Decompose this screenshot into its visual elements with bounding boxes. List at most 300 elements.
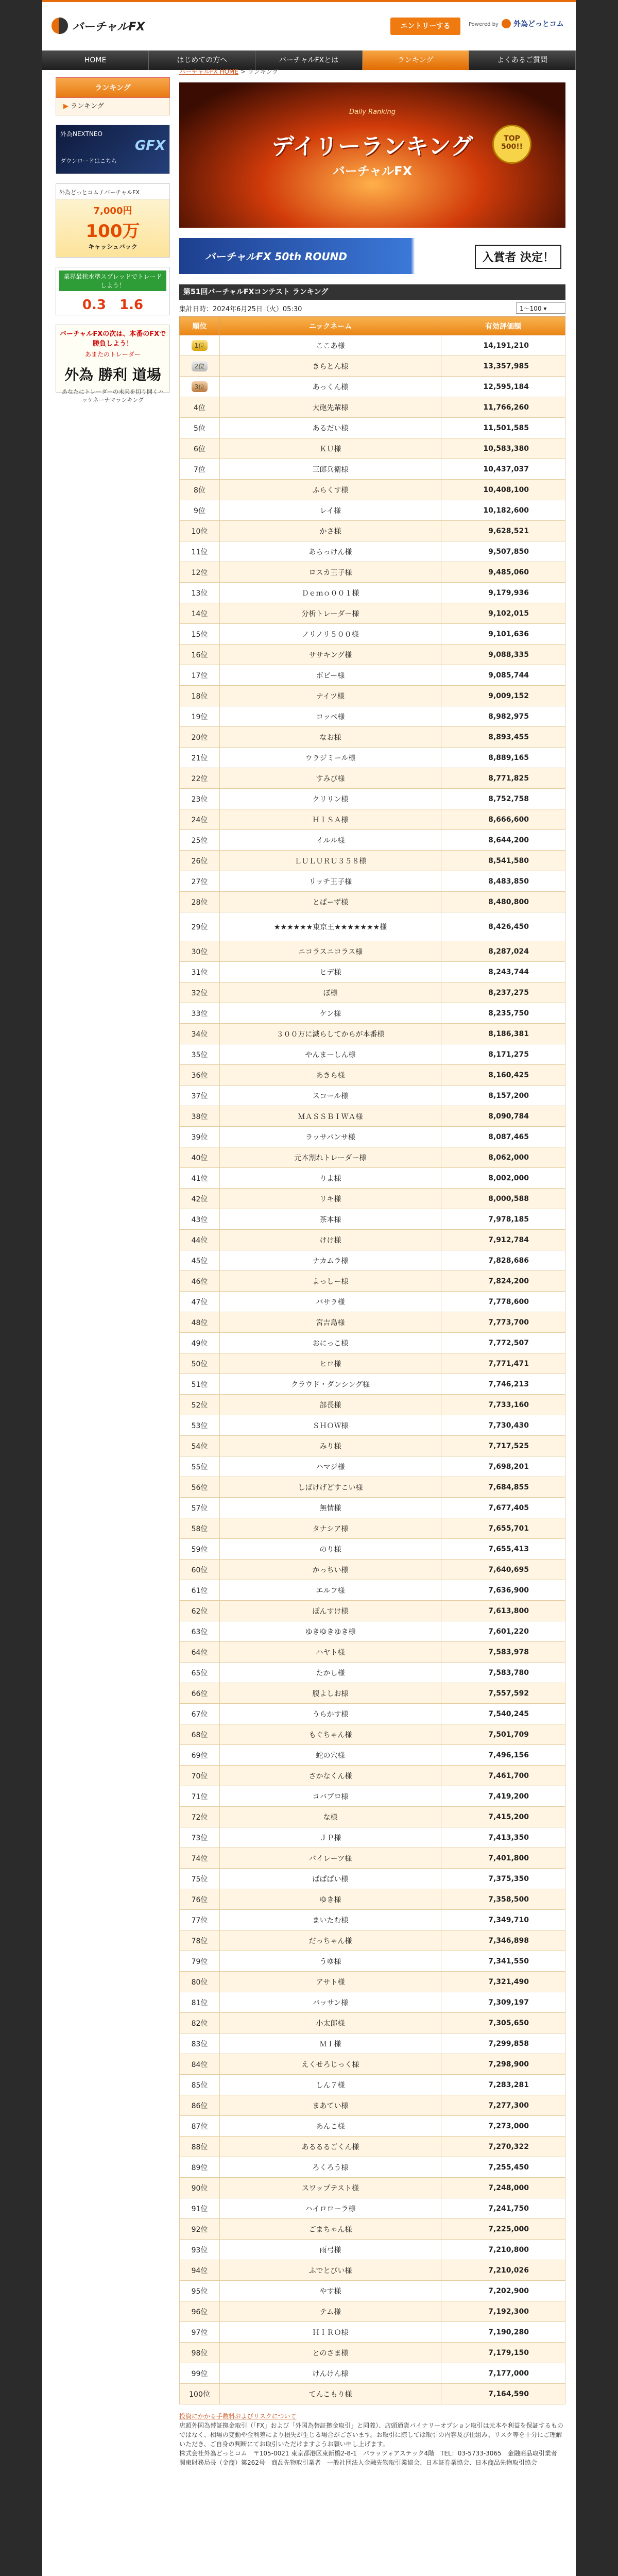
breadcrumb bbox=[179, 67, 565, 82]
rank-label: 47位 bbox=[191, 1298, 208, 1307]
rank-cell bbox=[180, 1250, 220, 1271]
amount-cell: 12,595,184 bbox=[441, 377, 565, 397]
brand-logo[interactable] bbox=[502, 19, 564, 29]
nickname-cell: しばけげどすこい様 bbox=[220, 1477, 441, 1498]
rank-cell bbox=[180, 1065, 220, 1086]
amount-cell: 7,912,784 bbox=[441, 1230, 565, 1250]
table-row bbox=[180, 706, 565, 727]
rank-label: 49位 bbox=[191, 1339, 208, 1348]
table-row bbox=[180, 1498, 565, 1518]
table-row bbox=[180, 1992, 565, 2013]
rank-label: 66位 bbox=[191, 1689, 208, 1698]
banner-cashback-line1: 外為どっとコム bbox=[59, 189, 99, 196]
rank-label: 50位 bbox=[191, 1360, 208, 1368]
rank-cell bbox=[180, 2322, 220, 2343]
nickname-cell: ＬＵＬＵＲＵ３５８様 bbox=[220, 851, 441, 871]
rank-cell bbox=[180, 1106, 220, 1127]
table-row bbox=[180, 809, 565, 830]
nickname-cell: スワップテスト様 bbox=[220, 2178, 441, 2198]
amount-cell: 7,978,185 bbox=[441, 1209, 565, 1230]
rank-label: 67位 bbox=[191, 1710, 208, 1719]
amount-cell: 8,087,465 bbox=[441, 1127, 565, 1147]
table-row bbox=[180, 665, 565, 686]
nickname-cell: バイレーツ様 bbox=[220, 1848, 441, 1869]
banner-cashback-line2: バーチャルFX bbox=[104, 189, 140, 196]
rank-label: 10位 bbox=[191, 527, 208, 536]
rank-cell bbox=[180, 1972, 220, 1992]
rank-cell bbox=[180, 665, 220, 686]
nickname-cell: 腹よしお様 bbox=[220, 1683, 441, 1704]
rank-label: 96位 bbox=[191, 2308, 208, 2316]
table-row bbox=[180, 851, 565, 871]
col-amount: 有効評価額 bbox=[441, 317, 565, 335]
table-row bbox=[180, 2260, 565, 2281]
rank-label: 2位 bbox=[192, 361, 208, 371]
rank-label: 7位 bbox=[194, 465, 205, 474]
round-banner-right: 入賞者 決定！ bbox=[475, 245, 561, 269]
amount-cell: 8,235,750 bbox=[441, 1003, 565, 1024]
nav-beginner[interactable]: はじめての方へ bbox=[149, 50, 255, 70]
rank-cell bbox=[180, 1807, 220, 1827]
table-row bbox=[180, 727, 565, 748]
table-row bbox=[180, 1374, 565, 1395]
amount-cell: 8,186,381 bbox=[441, 1024, 565, 1044]
table-row bbox=[180, 912, 565, 941]
table-row bbox=[180, 1415, 565, 1436]
nickname-cell: ラッサパンサ様 bbox=[220, 1127, 441, 1147]
table-row bbox=[180, 1766, 565, 1786]
rank-cell bbox=[180, 1889, 220, 1910]
amount-cell: 7,540,245 bbox=[441, 1704, 565, 1724]
table-row bbox=[180, 1456, 565, 1477]
rank-cell bbox=[180, 459, 220, 480]
spread-gbp: 1.6 bbox=[119, 297, 144, 313]
amount-cell: 7,501,709 bbox=[441, 1724, 565, 1745]
rank-cell bbox=[180, 1333, 220, 1353]
rank-label: 98位 bbox=[191, 2349, 208, 2358]
amount-cell: 7,375,350 bbox=[441, 1869, 565, 1889]
banner-spread[interactable] bbox=[56, 267, 170, 315]
nickname-cell: バッサン様 bbox=[220, 1992, 441, 2013]
rank-label: 26位 bbox=[191, 857, 208, 866]
nickname-cell: ハマジ様 bbox=[220, 1456, 441, 1477]
rank-label: 20位 bbox=[191, 733, 208, 742]
page-container bbox=[42, 0, 576, 2576]
table-row bbox=[180, 2178, 565, 2198]
banner-cashback-main: 100万 bbox=[85, 221, 140, 242]
hero-subtitle: バーチャルFX bbox=[332, 164, 413, 178]
nav-home[interactable]: HOME bbox=[42, 50, 149, 70]
rank-label: 53位 bbox=[191, 1421, 208, 1430]
nickname-cell: ロスカ王子様 bbox=[220, 562, 441, 583]
rank-label: 58位 bbox=[191, 1524, 208, 1533]
amount-cell: 7,277,300 bbox=[441, 2095, 565, 2116]
amount-cell: 8,426,450 bbox=[441, 912, 565, 941]
table-row bbox=[180, 871, 565, 892]
amount-cell: 8,666,600 bbox=[441, 809, 565, 830]
table-row bbox=[180, 541, 565, 562]
nickname-cell: 分析トレーダー様 bbox=[220, 603, 441, 624]
table-row bbox=[180, 2240, 565, 2260]
nickname-cell: 元本割れトレーダー様 bbox=[220, 1147, 441, 1168]
spread-usd: 0.3 bbox=[82, 297, 106, 313]
amount-cell: 10,182,600 bbox=[441, 500, 565, 521]
rank-label: 88位 bbox=[191, 2143, 208, 2151]
table-row bbox=[180, 1477, 565, 1498]
rank-cell bbox=[180, 1147, 220, 1168]
rank-label: 85位 bbox=[191, 2081, 208, 2090]
rank-cell bbox=[180, 1745, 220, 1766]
rank-label: 17位 bbox=[191, 671, 208, 680]
rank-cell bbox=[180, 748, 220, 768]
table-row bbox=[180, 1724, 565, 1745]
rank-cell bbox=[180, 2198, 220, 2219]
rank-cell bbox=[180, 1395, 220, 1415]
table-row bbox=[180, 748, 565, 768]
table-row bbox=[180, 1683, 565, 1704]
col-rank: 順位 bbox=[180, 317, 220, 335]
nickname-cell: ケン様 bbox=[220, 1003, 441, 1024]
rank-cell bbox=[180, 603, 220, 624]
breadcrumb-separator: > bbox=[238, 68, 248, 75]
nickname-cell: おにっこ様 bbox=[220, 1333, 441, 1353]
amount-cell: 7,298,900 bbox=[441, 2054, 565, 2075]
rank-cell bbox=[180, 1127, 220, 1147]
rank-label: 70位 bbox=[191, 1772, 208, 1781]
brand-icon bbox=[502, 19, 511, 28]
rank-label: 39位 bbox=[191, 1133, 208, 1142]
logo-text: バーチャルFX bbox=[72, 20, 145, 33]
rank-label: 14位 bbox=[191, 609, 208, 618]
nav-ranking[interactable]: ランキング bbox=[363, 50, 469, 70]
table-row bbox=[180, 1436, 565, 1456]
nav-about[interactable]: バーチャルFXとは bbox=[255, 50, 362, 70]
rank-label: 78位 bbox=[191, 1937, 208, 1945]
rank-cell bbox=[180, 1560, 220, 1580]
table-row bbox=[180, 1539, 565, 1560]
rank-cell bbox=[180, 851, 220, 871]
rank-cell bbox=[180, 2054, 220, 2075]
amount-cell: 8,752,758 bbox=[441, 789, 565, 809]
nickname-cell: とぱーず様 bbox=[220, 892, 441, 912]
amount-cell: 7,341,550 bbox=[441, 1951, 565, 1972]
amount-cell: 7,613,800 bbox=[441, 1601, 565, 1621]
amount-cell: 7,241,750 bbox=[441, 2198, 565, 2219]
rank-label: 23位 bbox=[191, 795, 208, 804]
amount-cell: 8,002,000 bbox=[441, 1168, 565, 1189]
table-row bbox=[180, 1910, 565, 1930]
risk-link[interactable]: 投資にかかる手数料およびリスクについて bbox=[179, 2413, 297, 2420]
nickname-cell: すみび様 bbox=[220, 768, 441, 789]
nickname-cell: リッチ王子様 bbox=[220, 871, 441, 892]
amount-cell: 7,248,000 bbox=[441, 2178, 565, 2198]
banner-cashback-amount: 7,000円 bbox=[93, 206, 132, 216]
rank-label: 62位 bbox=[191, 1607, 208, 1616]
rank-cell bbox=[180, 1374, 220, 1395]
nickname-cell: レイ様 bbox=[220, 500, 441, 521]
rank-label: 43位 bbox=[191, 1215, 208, 1224]
amount-cell: 7,179,150 bbox=[441, 2343, 565, 2363]
table-row bbox=[180, 397, 565, 418]
table-row bbox=[180, 2013, 565, 2033]
rank-cell bbox=[180, 2033, 220, 2054]
table-row bbox=[180, 789, 565, 809]
rank-label: 92位 bbox=[191, 2225, 208, 2234]
amount-cell: 7,305,650 bbox=[441, 2013, 565, 2033]
rank-label: 51位 bbox=[191, 1380, 208, 1389]
amount-cell: 7,698,201 bbox=[441, 1456, 565, 1477]
range-select[interactable] bbox=[516, 302, 565, 314]
nickname-cell: みり様 bbox=[220, 1436, 441, 1456]
rank-label: 15位 bbox=[191, 630, 208, 639]
rank-cell bbox=[180, 1539, 220, 1560]
amount-cell: 7,824,200 bbox=[441, 1271, 565, 1292]
amount-cell: 8,982,975 bbox=[441, 706, 565, 727]
rank-label: 79位 bbox=[191, 1957, 208, 1966]
table-row bbox=[180, 480, 565, 500]
table-row bbox=[180, 1127, 565, 1147]
table-row bbox=[180, 1848, 565, 1869]
rank-cell bbox=[180, 335, 220, 356]
rank-cell bbox=[180, 1292, 220, 1312]
nickname-cell: エルフ様 bbox=[220, 1580, 441, 1601]
rank-label: 71位 bbox=[191, 1792, 208, 1801]
nickname-cell: ぱぱぱい様 bbox=[220, 1869, 441, 1889]
table-row bbox=[180, 1044, 565, 1065]
table-row bbox=[180, 1353, 565, 1374]
nickname-cell: ナカムラ様 bbox=[220, 1250, 441, 1271]
table-row bbox=[180, 1292, 565, 1312]
table-row bbox=[180, 1889, 565, 1910]
arrow-right-icon: ▶ bbox=[63, 103, 71, 110]
nickname-cell: ノリノリ５００様 bbox=[220, 624, 441, 645]
rank-label: 46位 bbox=[191, 1277, 208, 1286]
table-row bbox=[180, 335, 565, 356]
table-row bbox=[180, 1580, 565, 1601]
table-row bbox=[180, 562, 565, 583]
rank-cell bbox=[180, 768, 220, 789]
amount-cell: 7,730,430 bbox=[441, 1415, 565, 1436]
nickname-cell: ぽんすけ様 bbox=[220, 1601, 441, 1621]
table-row bbox=[180, 2198, 565, 2219]
table-row bbox=[180, 2363, 565, 2384]
rank-label: 9位 bbox=[194, 506, 205, 515]
rank-label: 3位 bbox=[192, 381, 208, 392]
banner-spread-title: 業界最狭水準スプレッドでトレードしよう！ bbox=[59, 270, 166, 291]
rank-cell bbox=[180, 1312, 220, 1333]
logo[interactable] bbox=[52, 18, 145, 34]
rank-cell bbox=[180, 562, 220, 583]
amount-cell: 7,321,490 bbox=[441, 1972, 565, 1992]
table-row bbox=[180, 583, 565, 603]
amount-cell: 7,415,200 bbox=[441, 1807, 565, 1827]
rank-cell bbox=[180, 1477, 220, 1498]
rank-cell bbox=[180, 2219, 220, 2240]
rank-label: 4位 bbox=[194, 403, 205, 412]
table-row bbox=[180, 1106, 565, 1127]
nickname-cell: 大砲先輩様 bbox=[220, 397, 441, 418]
rank-cell bbox=[180, 962, 220, 982]
table-row bbox=[180, 1972, 565, 1992]
amount-cell: 7,283,281 bbox=[441, 2075, 565, 2095]
rank-label: 8位 bbox=[194, 486, 205, 495]
entry-label: エントリーする bbox=[400, 22, 451, 30]
table-row bbox=[180, 1807, 565, 1827]
amount-cell: 7,733,160 bbox=[441, 1395, 565, 1415]
table-row bbox=[180, 2075, 565, 2095]
nickname-cell: な様 bbox=[220, 1807, 441, 1827]
banner-cashback-sub: キャッシュバック bbox=[88, 243, 138, 250]
amount-cell: 7,210,800 bbox=[441, 2240, 565, 2260]
rank-label: 76位 bbox=[191, 1895, 208, 1904]
table-row bbox=[180, 1745, 565, 1766]
nickname-cell: しん７様 bbox=[220, 2075, 441, 2095]
table-row bbox=[180, 1518, 565, 1539]
table-row bbox=[180, 1951, 565, 1972]
nickname-cell: ＫＵ様 bbox=[220, 438, 441, 459]
amount-cell: 8,644,200 bbox=[441, 830, 565, 851]
amount-cell: 7,496,156 bbox=[441, 1745, 565, 1766]
amount-cell: 8,893,455 bbox=[441, 727, 565, 748]
ranking-toolbar bbox=[179, 300, 565, 316]
amount-cell: 7,349,710 bbox=[441, 1910, 565, 1930]
rank-cell bbox=[180, 892, 220, 912]
amount-cell: 7,773,700 bbox=[441, 1312, 565, 1333]
amount-cell: 9,088,335 bbox=[441, 645, 565, 665]
rank-cell bbox=[180, 1724, 220, 1745]
rank-cell bbox=[180, 645, 220, 665]
rank-cell bbox=[180, 1951, 220, 1972]
nickname-cell: ニコラスニコラス様 bbox=[220, 941, 441, 962]
nickname-cell: てんこもり様 bbox=[220, 2384, 441, 2404]
rank-label: 19位 bbox=[191, 713, 208, 721]
col-nickname: ニックネーム bbox=[220, 317, 441, 335]
nickname-cell: うらかす様 bbox=[220, 1704, 441, 1724]
nickname-cell: ＨＩＳＡ様 bbox=[220, 809, 441, 830]
rank-label: 6位 bbox=[194, 445, 205, 453]
amount-cell: 7,413,350 bbox=[441, 1827, 565, 1848]
table-row bbox=[180, 1271, 565, 1292]
rank-cell bbox=[180, 397, 220, 418]
rank-cell bbox=[180, 706, 220, 727]
nickname-cell: きらとん様 bbox=[220, 356, 441, 377]
rank-label: 91位 bbox=[191, 2205, 208, 2213]
sidebar-item-ranking[interactable] bbox=[56, 98, 170, 115]
breadcrumb-home-link[interactable]: バーチャルFX HOME bbox=[179, 68, 238, 75]
rank-cell bbox=[180, 809, 220, 830]
amount-cell: 10,583,380 bbox=[441, 438, 565, 459]
amount-cell: 7,210,026 bbox=[441, 2260, 565, 2281]
amount-cell: 7,309,197 bbox=[441, 1992, 565, 2013]
rank-label: 18位 bbox=[191, 692, 208, 701]
nickname-cell: タナシア様 bbox=[220, 1518, 441, 1539]
disclaimer-body: 店頭外国為替証拠金取引（「FX」および「外国為替証拠金取引」と同義）、店頭通貨バイナリーオプション取引は元本や利益を保証するものではなく、相場の変動や金利差により損失が生じる場合がございます。お取引に際しては取引の内容及び仕組み、リスク等を十分にご理解いただき、ご自身の判断にてお取引いただけますようお願い申し上げます。 bbox=[179, 2422, 563, 2448]
amount-cell: 8,541,580 bbox=[441, 851, 565, 871]
nickname-cell: ヒロ様 bbox=[220, 1353, 441, 1374]
rank-cell bbox=[180, 2240, 220, 2260]
rank-label: 81位 bbox=[191, 1998, 208, 2007]
rank-cell bbox=[180, 1766, 220, 1786]
rank-cell bbox=[180, 2343, 220, 2363]
banner-gfx[interactable] bbox=[56, 125, 170, 174]
round-banner[interactable] bbox=[179, 238, 565, 274]
rank-cell bbox=[180, 2363, 220, 2384]
nav-faq[interactable]: よくあるご質問 bbox=[469, 50, 576, 70]
hero-banner bbox=[179, 82, 565, 228]
nickname-cell: あるるるごくん様 bbox=[220, 2137, 441, 2157]
table-row bbox=[180, 418, 565, 438]
disclaimer bbox=[179, 2412, 565, 2467]
rank-label: 83位 bbox=[191, 2040, 208, 2048]
banner-dojo[interactable] bbox=[56, 325, 170, 403]
rank-label: 55位 bbox=[191, 1463, 208, 1471]
rank-label: 94位 bbox=[191, 2266, 208, 2275]
ranking-title: 第51回バーチャルFXコンテスト ランキング bbox=[179, 284, 565, 300]
rank-cell bbox=[180, 2281, 220, 2301]
nickname-cell: ふらくす様 bbox=[220, 480, 441, 500]
nickname-cell: けけ様 bbox=[220, 1230, 441, 1250]
amount-cell: 7,358,500 bbox=[441, 1889, 565, 1910]
rank-cell bbox=[180, 1683, 220, 1704]
banner-dojo-line1: バーチャルFXの次は、本番のFXで勝負しよう！ bbox=[59, 330, 166, 348]
rank-cell bbox=[180, 1518, 220, 1539]
banner-gfx-line1: 外為NEXTNEO bbox=[60, 130, 102, 138]
table-row bbox=[180, 1250, 565, 1271]
rank-label: 60位 bbox=[191, 1566, 208, 1574]
chevron-down-icon: ▾ bbox=[543, 305, 547, 312]
rank-label: 95位 bbox=[191, 2287, 208, 2296]
logo-mark-icon bbox=[52, 18, 68, 34]
rank-label: 80位 bbox=[191, 1978, 208, 1987]
amount-cell: 7,636,900 bbox=[441, 1580, 565, 1601]
rank-label: 11位 bbox=[191, 548, 208, 556]
rank-label: 82位 bbox=[191, 2019, 208, 2028]
rank-label: 54位 bbox=[191, 1442, 208, 1451]
rank-cell bbox=[180, 830, 220, 851]
table-row bbox=[180, 2095, 565, 2116]
nickname-cell: とのさま様 bbox=[220, 2343, 441, 2363]
amount-cell: 7,557,592 bbox=[441, 1683, 565, 1704]
rank-label: 86位 bbox=[191, 2102, 208, 2110]
rank-label: 73位 bbox=[191, 1834, 208, 1842]
rank-cell bbox=[180, 1580, 220, 1601]
nickname-cell: 部長様 bbox=[220, 1395, 441, 1415]
nickname-cell: コッペ様 bbox=[220, 706, 441, 727]
amount-cell: 7,346,898 bbox=[441, 1930, 565, 1951]
amount-cell: 11,766,260 bbox=[441, 397, 565, 418]
amount-cell: 7,640,695 bbox=[441, 1560, 565, 1580]
table-row bbox=[180, 2322, 565, 2343]
ranking-table bbox=[179, 316, 565, 2404]
amount-cell: 7,778,600 bbox=[441, 1292, 565, 1312]
entry-button[interactable] bbox=[390, 18, 460, 35]
nickname-cell: かっちい様 bbox=[220, 1560, 441, 1580]
nickname-cell: ゆき様 bbox=[220, 1889, 441, 1910]
nickname-cell: ＭＩ様 bbox=[220, 2033, 441, 2054]
nickname-cell: Ｄｅｍｏ００１様 bbox=[220, 583, 441, 603]
table-row bbox=[180, 2157, 565, 2178]
nickname-cell: アサト様 bbox=[220, 1972, 441, 1992]
table-row bbox=[180, 1189, 565, 1209]
rank-cell bbox=[180, 1271, 220, 1292]
rank-cell bbox=[180, 1436, 220, 1456]
banner-cashback[interactable]: 外為どっとコム / バーチャルFX 7,000円 100万 キャッシュバック bbox=[56, 183, 170, 258]
table-row bbox=[180, 603, 565, 624]
table-row bbox=[180, 830, 565, 851]
rank-label: 68位 bbox=[191, 1731, 208, 1739]
table-row bbox=[180, 1601, 565, 1621]
rank-label: 48位 bbox=[191, 1318, 208, 1327]
